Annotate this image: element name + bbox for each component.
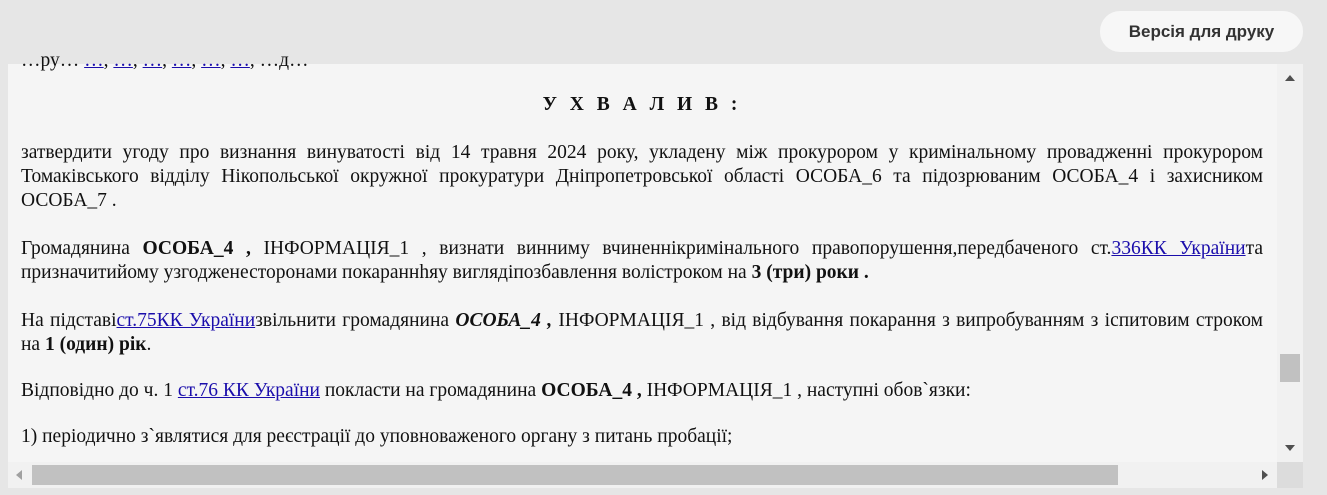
text: та призначитийому узгодженесторонами покараннhяу вигляді (21, 238, 1263, 283)
text: Громадянина (21, 238, 143, 259)
obligation-item-1: 1) періодично з`являтися для реєстрації до уповноваженого органу з питань пробації; (21, 426, 733, 447)
law-link-336[interactable]: 336КК України (1111, 238, 1246, 259)
text: На підставі (21, 310, 117, 331)
person-name: ОСОБА_4 , (541, 380, 642, 401)
document-content (21, 50, 1263, 462)
text: ІНФОРМАЦІЯ_1 , визнати винниму вчиненнікримінального правопорушення,передбаченого ст. (250, 238, 1112, 259)
paragraph-verdict (21, 237, 1263, 285)
scroll-right-arrow-icon[interactable] (1262, 470, 1268, 480)
horizontal-scroll-thumb[interactable] (32, 465, 1118, 485)
cut-line-prefix: …ру… (21, 50, 80, 71)
document-viewer (8, 50, 1303, 488)
cut-line-link[interactable]: … (230, 50, 250, 71)
cut-line-suffix: , …д… (249, 50, 309, 71)
cut-line-link[interactable]: … (142, 50, 163, 71)
resolution-heading: У Х В А Л И В : (542, 94, 742, 115)
cut-line-link[interactable]: … (201, 50, 221, 71)
text: ІНФОРМАЦІЯ_1 , від відбування покарання з випробуванням з іспитовим строком на (21, 310, 1263, 355)
scroll-left-arrow-icon[interactable] (16, 470, 22, 480)
cut-line-link[interactable]: … (84, 50, 104, 71)
cut-line-link[interactable]: … (113, 50, 133, 71)
text: покласти на громадянина (319, 380, 542, 401)
paragraph-obligations (21, 379, 1263, 403)
probation-term: 1 (один) рік (44, 334, 147, 355)
vertical-scrollbar[interactable] (1277, 64, 1303, 462)
print-version-button[interactable]: Версія для друку (1100, 11, 1303, 52)
scroll-down-arrow-icon[interactable] (1285, 445, 1295, 451)
text: . (146, 334, 152, 355)
text: Відповідно до ч. 1 (21, 380, 178, 401)
cut-off-line: …ру… …, …, …, …, …, …, …д… (21, 50, 309, 71)
horizontal-scrollbar[interactable] (8, 462, 1277, 488)
sentence-term: 3 (три) роки . (751, 262, 869, 283)
scrollbar-corner (1277, 462, 1303, 488)
vertical-scroll-thumb[interactable] (1280, 354, 1300, 382)
person-name: ОСОБА_4 , (455, 310, 553, 331)
text: звільнити громадянина (255, 310, 456, 331)
cut-line-link[interactable]: … (171, 50, 192, 71)
law-link-76[interactable]: ст.76 КК України (177, 380, 320, 401)
text: позбавлення волістроком на (513, 262, 752, 283)
law-link-75[interactable]: ст.75КК України (116, 310, 256, 331)
paragraph-release (21, 309, 1263, 357)
paragraph-approve-agreement: затвердити угоду про визнання винуватості від 14 травня 2024 року, укладену між прокурором у кримінальному провадженні прокурором Томаківського відділу Нікопольської окружної прокуратури Дніпропетровської області ОСОБА_6 та підозрюваним ОСОБА_4 і захисником ОСОБА_7 . (21, 142, 1263, 211)
text: ІНФОРМАЦІЯ_1 , наступні обов`язки: (641, 380, 971, 401)
scroll-up-arrow-icon[interactable] (1285, 75, 1295, 81)
person-name: ОСОБА_4 , (142, 238, 251, 259)
